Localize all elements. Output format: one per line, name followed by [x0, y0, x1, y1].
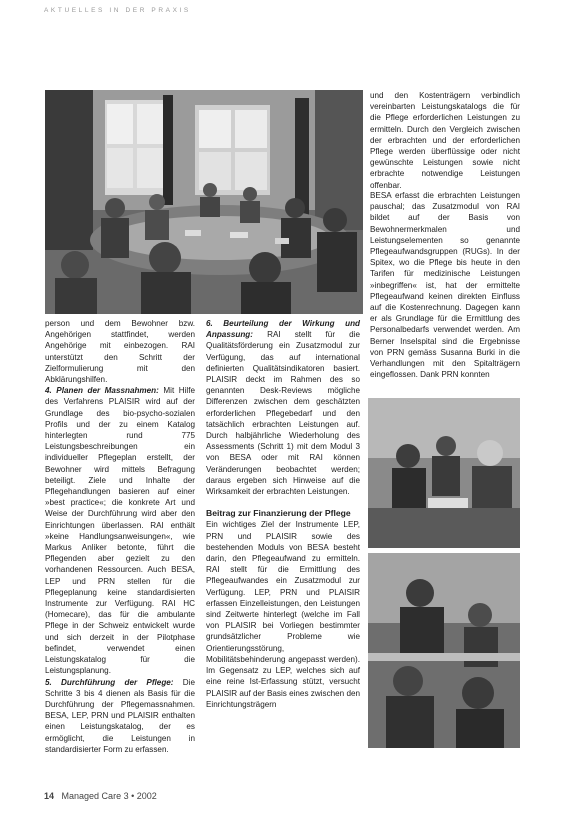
page-footer	[44, 791, 157, 801]
step-lead: 4. Planen der Massnahmen:	[45, 386, 159, 396]
running-head: AKTUELLES IN DER PRAXIS	[44, 7, 191, 14]
step-lead: 5. Durchführung der Pflege:	[45, 677, 174, 687]
meeting-room-photo	[45, 90, 363, 314]
paragraph	[45, 677, 195, 755]
paragraph: und den Kostenträgern verbindlich vereinbarten Leistungskatalogs die für die Pflege erforderlichen Leistungen zu ermitteln. Durch den Vergleich zwischen der erbrachten und der erforderlichen Pflege werden überflüssige oder nicht gewünschte Leistungen sowie nicht erbrachte notwendige Leistungen offenbar.	[370, 91, 520, 190]
journal-name: Managed Care	[61, 791, 122, 801]
step-text: Mit Hilfe des Verfahrens PLAISIR wird auf der Grundlage des bio-psycho-sozialen Profils und der zu einem Katalog hinterlegten rund 775 Leistungsbeschreibungen ein individueller Pflegeplan erstellt, der Bewohner wird mittels Befragung beteiligt. Ziele und Inhalte der Pflegehandlungen basieren auf einer »best practice«; die konkrete Art und Weise der Durchführung wird aber den Einrichtungen überlassen. RAI enthält »keine Handlungsanweisungen«, wie Markus Anliker betonte, führt die Pflegenden aber gezielt zu den vorhandenen Ressourcen. Auch BESA, LEP und PRN stellen für die Pflegeplanung keine standardisierten Instrumente zur Verfügung. RAI HC (Homecare), das für die ambulante Pflege in der Schweiz entwickelt wurde und sich derzeit in der Pilotphase befindet, verwendet einen Leistungskatalog für die Leistungsplanung.	[45, 386, 195, 676]
paragraph: person und dem Bewohner bzw. Angehörigen stattfindet, werden Angehörige mit einbezogen. RAI unterstützt den Schritt der Zielformulierung mit den Abklärungshilfen.	[45, 319, 195, 385]
paragraph	[45, 385, 195, 676]
step-text: RAI stellt für die Qualitätsförderung ein Zusatzmodul zur Verfügung, das auf international definierten Qualitätsindikatoren basiert. PLAISIR deckt im Rahmen des so genannten Desk-Reviews mögliche Differenzen zwischen dem geschätzten erforderlichen Pflegebedarf und den tatsächlich erbrachten Leistungen auf. Durch halbjährliche Wiederholung des Assessments (Schritt 1) mit dem Modul 3 von BESA oder mit RAI können Veränderungen beobachtet werden; daraus ergeben sich Hinweise auf die Wirksamkeit der erbrachten Leistungen.	[206, 330, 360, 497]
text-column-2	[206, 318, 360, 710]
step-lead: 6. Beurteilung der Wirkung und Anpassung:	[206, 319, 360, 340]
text-column-1	[45, 318, 195, 755]
text-column-3-mid	[370, 190, 520, 380]
text-column-3-top	[370, 90, 520, 191]
issue-number: 3 • 2002	[123, 791, 157, 801]
paragraph: BESA erfasst die erbrachten Leistungen pauschal; das Zusatzmodul von RAI bildet auf der Basis von Bewohnermerkmalen und Leistungselementen so genannte Pflegeaufwandsgruppen (RUGs). In der Spitex, wo die Pflege bis heute in den Tarifen für medizinische Leistungen »inbegriffen« ist, hat der ermittelte Pflegeaufwand keinen direkten Einfluss auf die Kostenrechnung. Dagegen kann er als Grundlage für die Ermittlung des Personalbedarfs verwendet werden. Am Berner Inselspital sind die Ergebnisse von PRN gemäss Susanna Burki in die Verhandlungen mit den Spitalträgern eingeflossen. Dank PRN konnten	[370, 191, 520, 380]
page-number: 14	[44, 791, 55, 801]
discussion-photo	[368, 398, 520, 548]
paragraph	[206, 318, 360, 497]
paragraph: Ein wichtiges Ziel der Instrumente LEP, PRN und PLAISIR sowie des bestehenden Moduls von BESA besteht darin, den Pflegeaufwand zu ermitteln. RAI stellt für die Ermittlung des Pflegeaufwandes ein Zusatzmodul zur Verfügung. LEP, PRN und PLAISIR erfassen Einzelleistungen, den Leistungen sind Zeitwerte hinterlegt (welche im Fall von PLAISIR bei Vorliegen bestimmter grundsätzlicher Probleme wie Orientierungsstörung, Mobilitätsbehinderung angepasst werden). Im Gegensatz zu LEP, welches sich auf eine reine Ist-Erfassung stützt, versucht PLAISIR auf der Basis eines zwischen den Einrichtungsträgern	[206, 520, 361, 709]
section-subhead: Beitrag zur Finanzierung der Pflege	[206, 508, 351, 519]
step-text: Die Schritte 3 bis 4 dienen als Basis für die Durchführung der Pflegemassnahmen. BESA, LEP, PRN und PLAISIR enthalten einen Leistungskatalog, der es ermöglicht, die Leistungen in standardisierter Form zu erfassen.	[45, 677, 195, 754]
participants-photo	[368, 553, 520, 748]
